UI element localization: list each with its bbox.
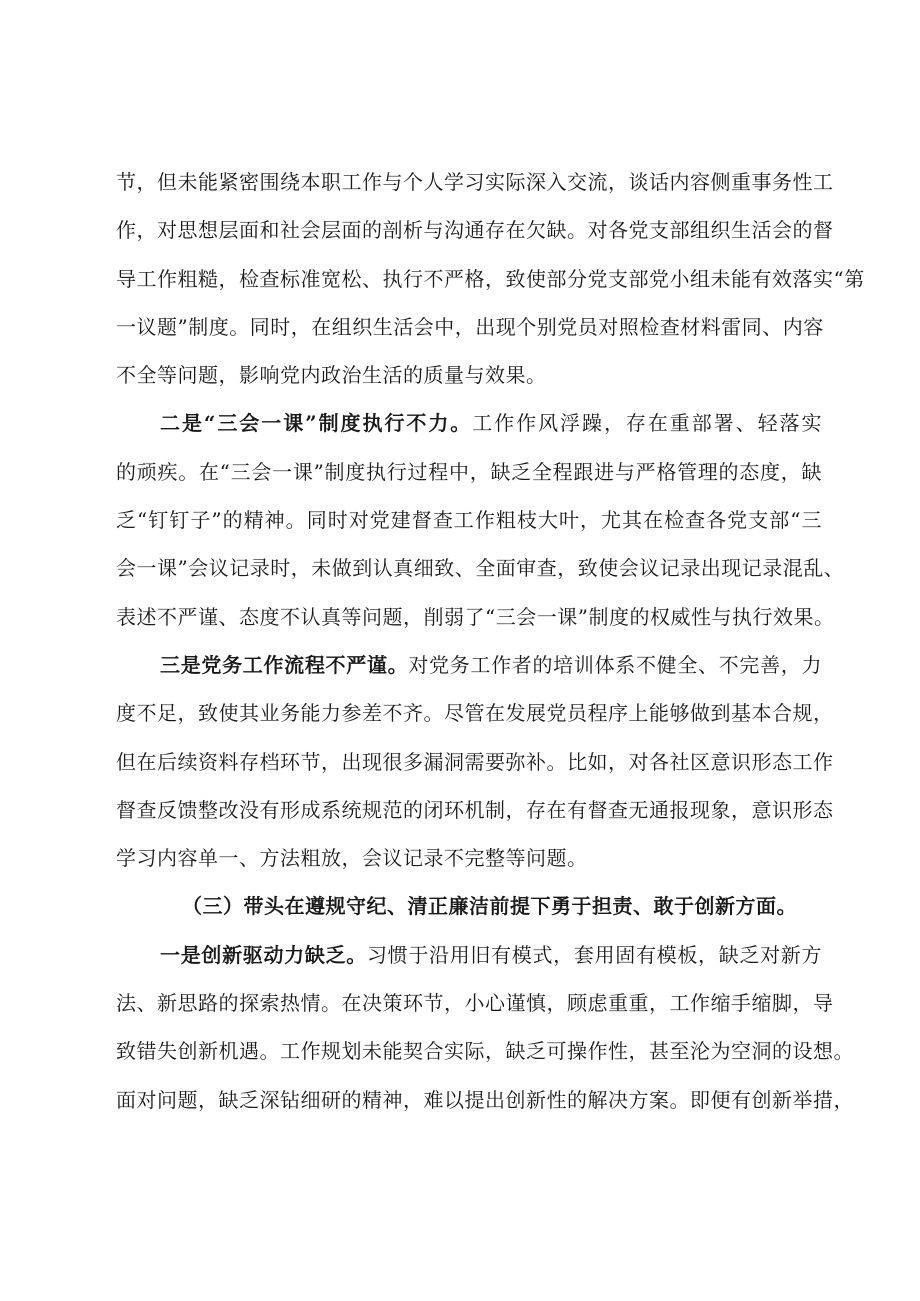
text-line <box>116 931 822 979</box>
paragraph-lead: 三是党务工作流程不严谨。 <box>160 652 409 677</box>
paragraph-text: 对党务工作者的培训体系不健全、不完善，力 <box>408 652 823 677</box>
text-line: 一议题”制度。同时，在组织生活会中，出现个别党员对照检查材料雷同、内容 <box>116 314 824 339</box>
section-heading: （三）带头在遵规守纪、清正廉洁前提下勇于担责、敢于创新方面。 <box>182 894 797 919</box>
text-line: 不全等问题，影响党内政治生活的质量与效果。 <box>116 363 547 388</box>
text-line <box>116 641 822 689</box>
paragraph-lead: 一是创新驱动力缺乏。 <box>160 942 367 967</box>
text-line: 乏“钉钉子”的精神。同时对党建督查工作粗枝大叶，尤其在检查各党支部“三 <box>116 508 822 533</box>
text-line: 表述不严谨、态度不认真等问题，削弱了“三会一课”制度的权威性与执行效果。 <box>116 604 835 629</box>
text-line: 导工作粗糙，检查标准宽松、执行不严格，致使部分党支部党小组未能有效落实“第 <box>116 266 865 291</box>
paragraph-1 <box>116 158 865 399</box>
paragraph-text: 习惯于沿用旧有模式，套用固有模板，缺乏对新方 <box>366 942 823 967</box>
document-body <box>116 158 865 1124</box>
text-line: 法、新思路的探索热情。在决策环节，小心谨慎，顾虑重重，工作缩手缩脚，导 <box>116 991 834 1016</box>
text-line: 作，对思想层面和社会层面的剖析与沟通存在欠缺。对各党支部组织生活会的督 <box>116 218 834 243</box>
text-line: 节，但未能紧密围绕本职工作与个人学习实际深入交流，谈话内容侧重事务性工 <box>116 170 834 194</box>
text-line: 督查反馈整改没有形成系统规范的闭环机制，存在有督查无通报现象，意识形态 <box>116 797 834 822</box>
text-line: 面对问题，缺乏深钻细研的精神，难以提出创新性的解决方案。即便有创新举措， <box>116 1087 854 1112</box>
text-line: 会一课”会议记录时，未做到认真细致、全面审查，致使会议记录出现记录混乱、 <box>116 556 845 581</box>
text-line <box>116 399 822 447</box>
paragraph-4 <box>116 931 854 1124</box>
text-line: 学习内容单一、方法粗放，会议记录不完整等问题。 <box>116 846 588 871</box>
text-line: 致错失创新机遇。工作规划未能契合实际，缺乏可操作性，甚至沦为空洞的设想。 <box>116 1039 854 1064</box>
text-line: 度不足，致使其业务能力参差不齐。尽管在发展党员程序上能够做到基本合规， <box>116 701 834 726</box>
text-line: 但在后续资料存档环节，出现很多漏洞需要弥补。比如，对各社区意识形态工作 <box>116 749 834 774</box>
paragraph-text: 工作作风浮躁，存在重部署、轻落实 <box>472 411 822 436</box>
paragraph-3 <box>116 641 834 882</box>
paragraph-lead: 二是“三会一课”制度执行不力。 <box>160 411 473 436</box>
paragraph-2 <box>116 399 845 640</box>
text-line: 的顽疾。在“三会一课”制度执行过程中，缺乏全程跟进与严格管理的态度，缺 <box>116 459 822 484</box>
